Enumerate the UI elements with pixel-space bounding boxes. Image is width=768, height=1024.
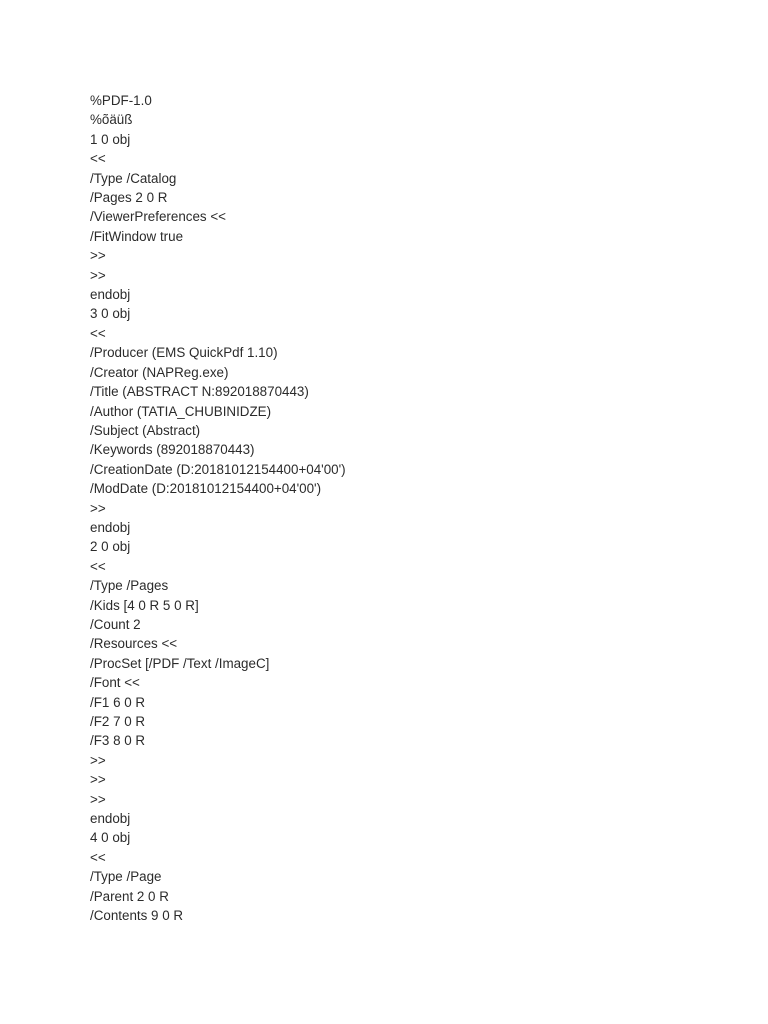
- text-line: /Author (TATIA_CHUBINIDZE): [90, 403, 272, 419]
- text-line: /Parent 2 0 R: [90, 888, 169, 904]
- text-line: endobj: [90, 519, 131, 535]
- text-line: >>: [90, 791, 106, 807]
- text-line: /F1 6 0 R: [90, 694, 146, 710]
- text-line: /Count 2: [90, 616, 141, 632]
- text-line: %PDF-1.0: [90, 93, 152, 108]
- text-line: 1 0 obj: [90, 131, 131, 147]
- text-line: 2 0 obj: [90, 539, 131, 555]
- text-line: /Keywords (892018870443): [90, 442, 255, 458]
- text-line: /ProcSet [/PDF /Text /ImageC]: [90, 655, 270, 671]
- text-line: /ViewerPreferences <<: [90, 209, 226, 225]
- text-line: /CreationDate (D:20181012154400+04'00'): [90, 461, 346, 477]
- text-line: /Type /Pages: [90, 578, 169, 594]
- text-line: /Resources <<: [90, 636, 178, 652]
- pdf-source-text: [90, 91, 346, 925]
- text-line: /Type /Catalog: [90, 170, 177, 186]
- text-line: <<: [90, 849, 106, 865]
- text-line: /Subject (Abstract): [90, 422, 201, 438]
- text-line: <<: [90, 151, 106, 167]
- text-line: /F3 8 0 R: [90, 733, 146, 749]
- text-line: /Font <<: [90, 675, 140, 691]
- text-line: <<: [90, 325, 106, 341]
- text-line: %õäüß: [90, 112, 133, 128]
- text-line: /Title (ABSTRACT N:892018870443): [90, 384, 309, 400]
- text-line: /Contents 9 0 R: [90, 908, 184, 924]
- text-line: endobj: [90, 811, 131, 827]
- text-line: 4 0 obj: [90, 830, 131, 846]
- text-line: /Producer (EMS QuickPdf 1.10): [90, 345, 278, 361]
- text-line: /FitWindow true: [90, 228, 184, 244]
- text-line: /Type /Page: [90, 869, 162, 885]
- text-line: >>: [90, 500, 106, 516]
- text-line: endobj: [90, 287, 131, 303]
- text-line: <<: [90, 558, 106, 574]
- text-line: /F2 7 0 R: [90, 714, 146, 729]
- text-line: /ModDate (D:20181012154400+04'00'): [90, 481, 322, 497]
- text-line: /Creator (NAPReg.exe): [90, 364, 229, 380]
- text-line: /Pages 2 0 R: [90, 190, 168, 206]
- text-line: >>: [90, 248, 106, 264]
- text-line: >>: [90, 772, 106, 788]
- text-line: /Kids [4 0 R 5 0 R]: [90, 597, 199, 613]
- text-line: >>: [90, 267, 106, 283]
- text-line: >>: [90, 752, 106, 768]
- text-line: 3 0 obj: [90, 306, 131, 322]
